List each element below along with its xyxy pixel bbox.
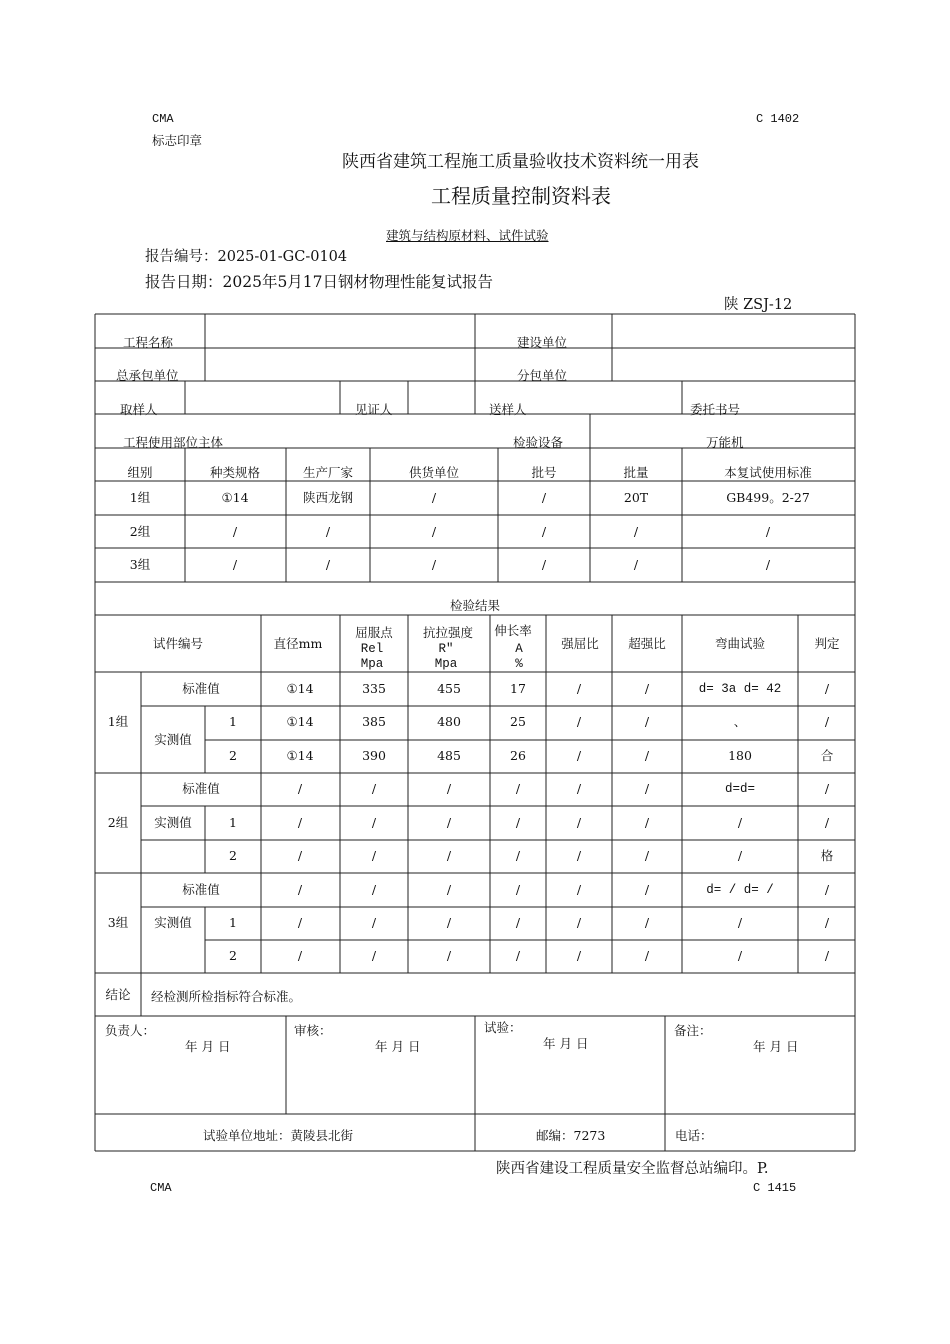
bottom-left-code: CMA xyxy=(150,1181,172,1195)
result-cell: / xyxy=(297,947,303,963)
measured-no: 1 xyxy=(229,814,237,830)
result-cell: / xyxy=(515,947,521,963)
result-cell: / xyxy=(824,713,830,729)
phone: 电话： xyxy=(675,1128,713,1143)
form-code: 陕 ZSJ-12 xyxy=(724,297,793,313)
result-cell: / xyxy=(297,814,303,830)
result-cell: 385 xyxy=(362,713,386,729)
reviewer-date: 年 月 日 xyxy=(375,1039,421,1054)
verdict-header: 判定 xyxy=(814,635,840,651)
result-cell: / xyxy=(824,947,830,963)
reviewer-label: 审核： xyxy=(294,1023,332,1038)
lab-address: 试验单位地址：黄陵县北街 xyxy=(203,1128,354,1143)
group-row-cell: / xyxy=(431,523,437,539)
measured-label: 实测值 xyxy=(154,731,192,747)
responsible-label: 负责人： xyxy=(105,1023,156,1038)
measured-label: 实测值 xyxy=(154,914,192,930)
result-cell: / xyxy=(371,814,377,830)
yield-ratio-header: 强屈比 xyxy=(561,635,599,651)
subtitle: 建筑与结构原材料、试件试验 xyxy=(386,228,549,243)
tester-date: 年 月 日 xyxy=(543,1036,589,1051)
spec-col-header: 种类规格 xyxy=(209,464,261,480)
result-cell: / xyxy=(515,780,521,796)
result-cell: 485 xyxy=(437,747,461,763)
group-row-cell: / xyxy=(325,523,331,539)
responsible-date: 年 月 日 xyxy=(185,1039,231,1054)
group-row-cell: 3组 xyxy=(129,556,151,572)
result-group-label: 2组 xyxy=(107,814,129,830)
equipment-label: 检验设备 xyxy=(513,435,564,450)
result-cell: 17 xyxy=(510,680,526,696)
subcontractor-label: 分包单位 xyxy=(517,368,568,383)
group-col-header: 组别 xyxy=(127,464,153,480)
report-number: 报告编号：2025-01-GC-0104 xyxy=(145,249,348,265)
result-cell: / xyxy=(576,947,582,963)
result-cell: / xyxy=(446,814,452,830)
result-cell: 26 xyxy=(510,747,526,763)
result-cell: 25 xyxy=(510,713,526,729)
bend-test-header: 弯曲试验 xyxy=(714,635,766,651)
result-cell: / xyxy=(644,814,650,830)
result-group-label: 1组 xyxy=(107,713,129,729)
result-cell: / xyxy=(824,914,830,930)
result-cell: ①14 xyxy=(286,680,314,696)
result-cell: 390 xyxy=(362,747,386,763)
result-cell: / xyxy=(737,914,743,930)
result-cell: 合 xyxy=(820,747,834,763)
measured-no: 1 xyxy=(229,713,237,729)
result-cell: / xyxy=(515,881,521,897)
result-cell: / xyxy=(576,881,582,897)
result-cell: / xyxy=(644,680,650,696)
result-cell: / xyxy=(576,747,582,763)
result-cell: / xyxy=(576,713,582,729)
result-cell: / xyxy=(371,881,377,897)
standard-label: 标准值 xyxy=(182,780,220,796)
usage-label: 工程使用部位主体 xyxy=(123,435,224,450)
result-cell: 180 xyxy=(728,747,752,763)
postcode: 邮编：7273 xyxy=(536,1128,606,1143)
result-cell: / xyxy=(371,947,377,963)
result-cell: / xyxy=(576,847,582,863)
conclusion-text: 经检测所检指标符合标准。 xyxy=(151,989,302,1004)
tensile-header: 抗拉强度 xyxy=(422,624,474,640)
tester-label: 试验： xyxy=(484,1020,522,1035)
yield-unit: Mpa xyxy=(360,656,384,671)
group-row-cell: / xyxy=(765,523,771,539)
result-cell: d= / d= / xyxy=(706,882,774,897)
result-cell: / xyxy=(371,914,377,930)
result-cell: 455 xyxy=(437,680,461,696)
specimen-header: 试件编号 xyxy=(152,635,204,651)
result-cell: / xyxy=(644,914,650,930)
group-row-cell: 1组 xyxy=(129,489,151,505)
group-row-cell: / xyxy=(541,489,547,505)
result-cell: / xyxy=(371,780,377,796)
top-right-code: C 1402 xyxy=(756,112,800,126)
standard-col-header: 本复试使用标准 xyxy=(724,464,812,480)
result-cell: / xyxy=(737,847,743,863)
group-row-cell: / xyxy=(541,523,547,539)
standard-label: 标准值 xyxy=(182,881,220,897)
result-cell: / xyxy=(644,713,650,729)
result-group-label: 3组 xyxy=(107,914,129,930)
group-row-cell: / xyxy=(431,556,437,572)
result-cell: / xyxy=(824,680,830,696)
commission-label: 委托书号 xyxy=(690,402,741,417)
results-title: 检验结果 xyxy=(449,597,501,613)
report-date: 报告日期：2025年5月17日钢材物理性能复试报告 xyxy=(145,273,494,291)
result-cell: / xyxy=(644,747,650,763)
equipment-value: 万能机 xyxy=(706,435,744,450)
result-cell: / xyxy=(737,947,743,963)
result-cell: / xyxy=(446,847,452,863)
result-cell: / xyxy=(576,814,582,830)
yield-header: 屈服点 xyxy=(355,624,393,640)
measured-no: 2 xyxy=(229,747,237,763)
result-cell: 、 xyxy=(733,713,747,729)
group-row-cell: / xyxy=(232,523,238,539)
result-cell: / xyxy=(515,814,521,830)
main-title: 工程质量控制资料表 xyxy=(431,184,611,208)
result-cell: / xyxy=(297,847,303,863)
measured-no: 2 xyxy=(229,847,237,863)
result-cell: / xyxy=(576,680,582,696)
stamp-label: 标志印章 xyxy=(152,133,203,148)
measured-no: 1 xyxy=(229,914,237,930)
result-cell: / xyxy=(737,814,743,830)
footer-publisher: 陕西省建设工程质量安全监督总站编印。P. xyxy=(496,1161,769,1177)
result-cell: / xyxy=(576,780,582,796)
sampler-label: 取样人 xyxy=(120,402,158,417)
measured-no: 2 xyxy=(229,947,237,963)
measured-label: 实测值 xyxy=(154,814,192,830)
standard-label: 标准值 xyxy=(182,680,220,696)
result-cell: / xyxy=(515,847,521,863)
result-cell: 335 xyxy=(362,680,386,696)
conclusion-label: 结论 xyxy=(105,986,131,1002)
result-cell: 格 xyxy=(820,847,834,863)
tensile-symbol: R" xyxy=(438,641,454,656)
result-cell: / xyxy=(446,914,452,930)
witness-label: 见证人 xyxy=(355,402,393,417)
result-cell: / xyxy=(576,914,582,930)
remarks-date: 年 月 日 xyxy=(753,1039,799,1054)
result-cell: / xyxy=(824,881,830,897)
manufacturer-col-header: 生产厂家 xyxy=(302,464,354,480)
elongation-header: 伸长率 xyxy=(494,622,532,638)
result-cell: 480 xyxy=(437,713,461,729)
group-row-cell: ①14 xyxy=(221,489,249,505)
client-label: 建设单位 xyxy=(517,335,568,350)
group-row-cell: / xyxy=(325,556,331,572)
sender-label: 送样人 xyxy=(489,402,527,417)
result-cell: / xyxy=(446,780,452,796)
over-ratio-header: 超强比 xyxy=(628,635,666,651)
group-row-cell: / xyxy=(633,523,639,539)
group-row-cell: / xyxy=(541,556,547,572)
group-row-cell: 陕西龙钢 xyxy=(302,489,354,505)
group-row-cell: / xyxy=(232,556,238,572)
result-cell: / xyxy=(824,780,830,796)
result-cell: / xyxy=(644,881,650,897)
yield-symbol: Rel xyxy=(360,641,384,656)
elongation-symbol: A xyxy=(515,641,523,656)
remarks-label: 备注： xyxy=(674,1023,712,1038)
group-row-cell: 20T xyxy=(623,489,649,505)
result-cell: / xyxy=(297,914,303,930)
supplier-col-header: 供货单位 xyxy=(408,464,460,480)
batch-no-col-header: 批号 xyxy=(531,464,557,480)
result-cell: / xyxy=(824,814,830,830)
result-cell: / xyxy=(297,780,303,796)
result-cell: / xyxy=(644,847,650,863)
result-cell: / xyxy=(446,947,452,963)
top-left-code: CMA xyxy=(152,112,174,126)
result-cell: ①14 xyxy=(286,713,314,729)
result-cell: / xyxy=(644,947,650,963)
header-title: 陕西省建筑工程施工质量验收技术资料统一用表 xyxy=(342,152,699,172)
group-row-cell: / xyxy=(633,556,639,572)
elongation-unit: % xyxy=(515,656,523,671)
result-cell: d= 3a d= 42 xyxy=(698,681,782,696)
contractor-label: 总承包单位 xyxy=(116,368,179,383)
group-row-cell: GB499。2-27 xyxy=(726,489,810,505)
group-row-cell: 2组 xyxy=(129,523,151,539)
bottom-right-code: C 1415 xyxy=(753,1181,797,1195)
result-cell: / xyxy=(446,881,452,897)
group-row-cell: / xyxy=(765,556,771,572)
result-cell: / xyxy=(644,780,650,796)
diameter-header: 直径mm xyxy=(273,635,323,651)
project-name-label: 工程名称 xyxy=(123,335,174,350)
result-cell: / xyxy=(297,881,303,897)
batch-qty-col-header: 批量 xyxy=(623,464,649,480)
result-cell: d=d= xyxy=(724,781,756,796)
group-row-cell: / xyxy=(431,489,437,505)
result-cell: / xyxy=(371,847,377,863)
result-cell: ①14 xyxy=(286,747,314,763)
result-cell: / xyxy=(515,914,521,930)
tensile-unit: Mpa xyxy=(434,656,458,671)
